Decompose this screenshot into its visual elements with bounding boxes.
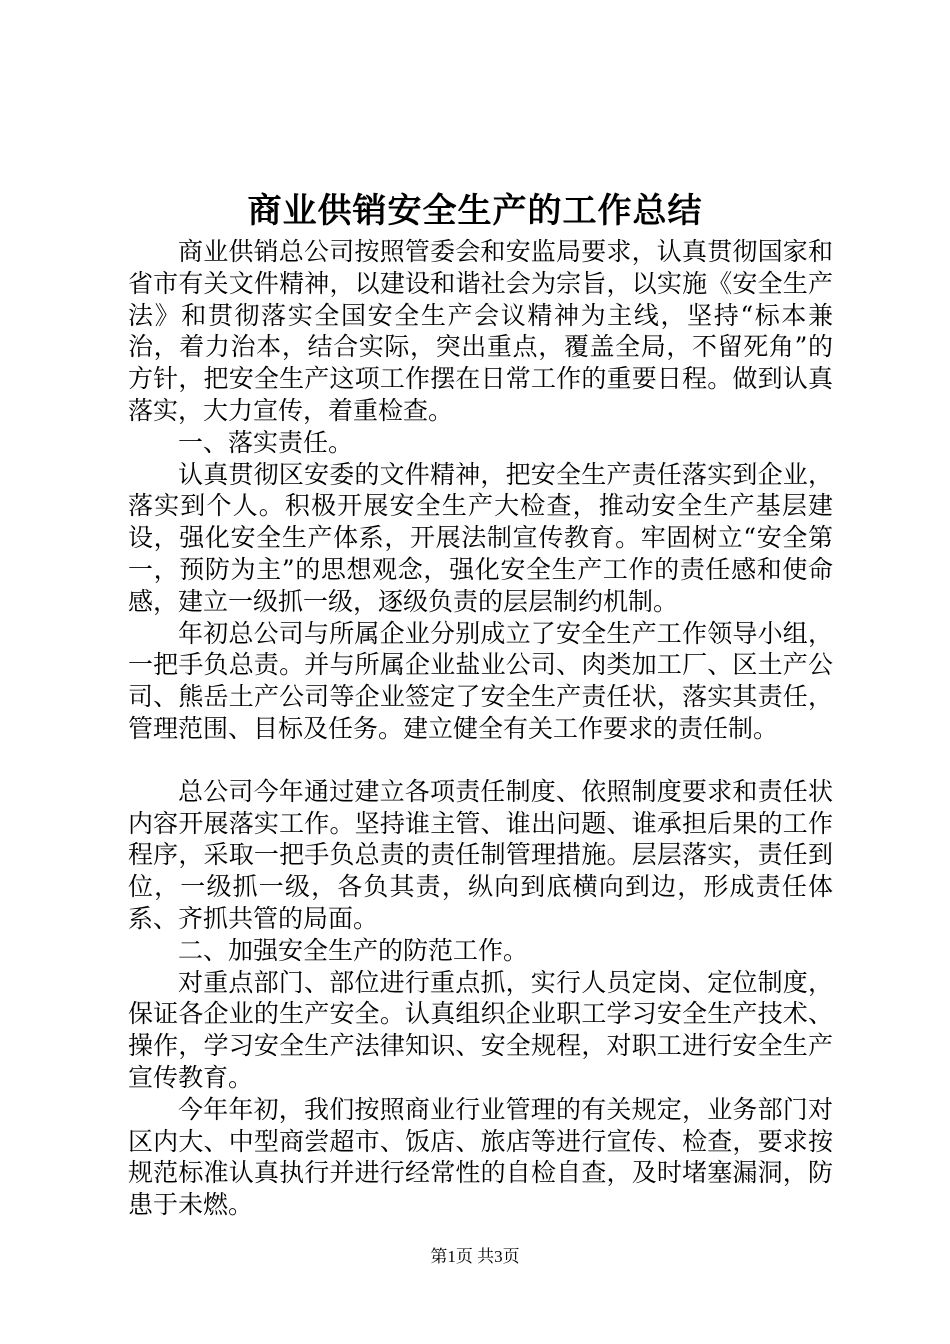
section-heading-1: 一、落实责任。 (178, 427, 354, 457)
body-paragraph: 今年年初，我们按照商业行业管理的有关规定，业务部门对区内大、中型商尝超市、饭店、旅店等进行宣传、检查，要求按规范标准认真执行并进行经常性的自检自查，及时堵塞漏洞，防患于未燃。 (128, 1094, 833, 1220)
body-paragraph: 认真贯彻区安委的文件精神，把安全生产责任落实到企业，落实到个人。积极开展安全生产大检查，推动安全生产基层建设，强化安全生产体系，开展法制宣传教育。牢固树立“安全第一，预防为主”的思想观念，强化安全生产工作的责任感和使命感，建立一级抓一级，逐级负责的层层制约机制。 (128, 459, 833, 616)
page-footer: 第1页 共3页 (430, 1247, 520, 1266)
body-paragraph: 对重点部门、部位进行重点抓，实行人员定岗、定位制度，保证各企业的生产安全。认真组织企业职工学习安全生产技术、操作，学习安全生产法律知识、安全规程，对职工进行安全生产宣传教育。 (128, 967, 833, 1092)
intro-paragraph: 商业供销总公司按照管委会和安监局要求，认真贯彻国家和省市有关文件精神，以建设和谐社会为宗旨，以实施《安全生产法》和贯彻落实全国安全生产会议精神为主线，坚持“标本兼治，着力治本，结合实际，突出重点，覆盖全局，不留死角”的方针，把安全生产这项工作摆在日常工作的重要日程。做到认真落实，大力宣传，着重检查。 (128, 237, 833, 425)
document-title: 商业供销安全生产的工作总结 (247, 191, 703, 231)
body-paragraph: 年初总公司与所属企业分别成立了安全生产工作领导小组，一把手负总责。并与所属企业盐业公司、肉类加工厂、区土产公司、熊岳土产公司等企业签定了安全生产责任状，落实其责任，管理范围、目标及任务。建立健全有关工作要求的责任制。 (128, 618, 833, 743)
document-body (128, 236, 833, 1221)
body-paragraph: 总公司今年通过建立各项责任制度、依照制度要求和责任状内容开展落实工作。坚持谁主管、谁出问题、谁承担后果的工作程序，采取一把手负总责的责任制管理措施。层层落实，责任到位，一级抓一级，各负其责，纵向到底横向到边，形成责任体系、齐抓共管的局面。 (128, 776, 833, 933)
paragraph-spacer (128, 745, 833, 776)
section-heading-2: 二、加强安全生产的防范工作。 (178, 935, 529, 965)
